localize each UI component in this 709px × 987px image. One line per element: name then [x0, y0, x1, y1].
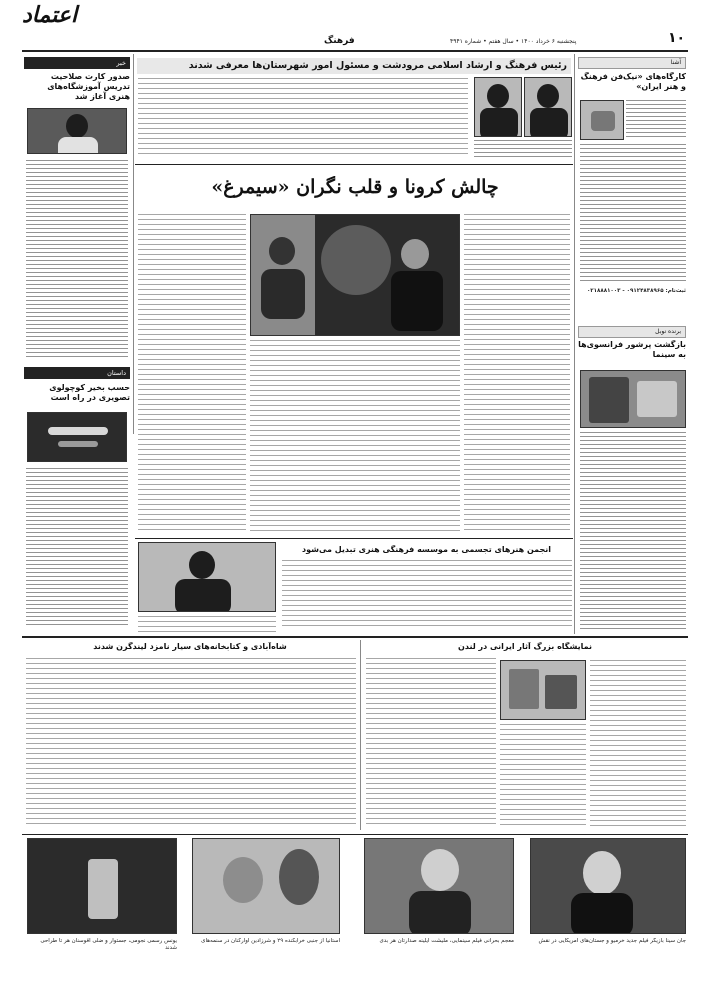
section-rule — [135, 538, 573, 539]
body-text — [366, 658, 496, 828]
headline-right-mid: بازگشت پرشور فرانسوی‌ها به سینما — [578, 340, 686, 359]
main-headline: چالش کرونا و قلب نگران «سیمرغ» — [211, 176, 499, 198]
book-cover-image — [27, 412, 127, 462]
body-text — [26, 658, 356, 828]
body-text — [138, 214, 246, 534]
body-text — [250, 340, 460, 534]
column-divider — [574, 54, 575, 634]
headline-bottom-right: نمایشگاه بزرگ آثار ایرانی در لندن — [458, 642, 592, 651]
official-photo-2 — [524, 77, 572, 137]
caption-2: آستانیا از جنبی خرابکنده ۲۹ و شرزادین آوارکنان در سنمه‌های — [201, 938, 340, 944]
headline-left-mid: حسب بخیر کوچولوی تصویری در راه است — [49, 383, 130, 402]
headline-culture: رئیس فرهنگ و ارشاد اسلامی مرودشت و مسئول امور شهرستان‌ها معرفی شدند — [137, 58, 571, 74]
body-text — [580, 144, 686, 284]
section-name: فرهنگ — [324, 36, 355, 46]
section-rule — [135, 164, 573, 165]
association-photo — [138, 542, 276, 612]
official-photo-1 — [474, 77, 522, 137]
body-text — [282, 560, 572, 630]
body-text — [474, 140, 572, 160]
body-text — [500, 724, 586, 828]
newspaper-logo: اعتماد — [22, 2, 78, 28]
tag-fasl: برنده نوبل — [578, 326, 686, 338]
right-box-footer: ثبت‌نام: ۰۹۱۲۴۸۳۸۹۶۵ - ۰۲۱۸۸۸۱۰۰۳ — [586, 288, 686, 294]
headline-center-bottom: انجمن هنرهای تجسمی به موسسه فرهنگی هنری تبدیل می‌شود — [301, 545, 552, 554]
exhibition-photo — [500, 660, 586, 720]
caption-3: معجم بحرانی فیلم سینمایی، ملیشت آیلینه صدارتان هر بدی — [379, 938, 514, 944]
body-text — [138, 616, 276, 632]
body-text — [26, 468, 128, 628]
section-rule — [22, 636, 688, 638]
headline-left-news: صدور کارت صلاحیت تدریس آموزشگاه‌های هنری آغاز شد — [47, 72, 130, 101]
bottom-photo-2 — [192, 838, 340, 934]
section-rule — [22, 834, 688, 835]
page-number: ۱۰ — [668, 30, 686, 46]
body-text — [626, 100, 686, 140]
masthead-rule — [22, 50, 688, 52]
main-event-photo — [250, 214, 460, 336]
bottom-photo-3 — [364, 838, 514, 934]
body-text — [590, 660, 686, 828]
bottom-photo-4 — [530, 838, 686, 934]
column-divider — [133, 54, 134, 434]
column-divider — [360, 640, 361, 830]
body-text — [464, 214, 570, 534]
bottom-photo-1 — [27, 838, 177, 934]
headline-bottom-left: شاه‌آبادی و کتابخانه‌های سیار نامزد لیندگرن شدند — [93, 642, 287, 651]
tag-akhbar: خبر — [24, 57, 130, 69]
workshop-image — [580, 100, 624, 140]
tag-dastan: داستان — [24, 367, 130, 379]
body-text — [26, 160, 128, 360]
caption-4: جان سینا بازیگر فیلم جدید خرمیو و جستان‌های آمریکایی در نقش — [538, 938, 686, 944]
body-text — [580, 432, 686, 630]
body-text — [138, 78, 468, 158]
cinema-photo — [580, 370, 686, 428]
portrait-photo — [27, 108, 127, 154]
tag-ashna: آشنا — [578, 57, 686, 69]
issue-line: پنجشنبه ۶ خرداد ۱۴۰۰ • سال هفتم • شماره ۴۹۴۱ — [450, 38, 577, 45]
caption-1: یونس رسمی نجومی، جستوار و ضلی اقوسنان هر تا طراحی شدند — [40, 938, 177, 952]
headline-right-top: کارگاه‌های «نیک‌فن فرهنگ و هنر ایران» — [580, 72, 686, 91]
